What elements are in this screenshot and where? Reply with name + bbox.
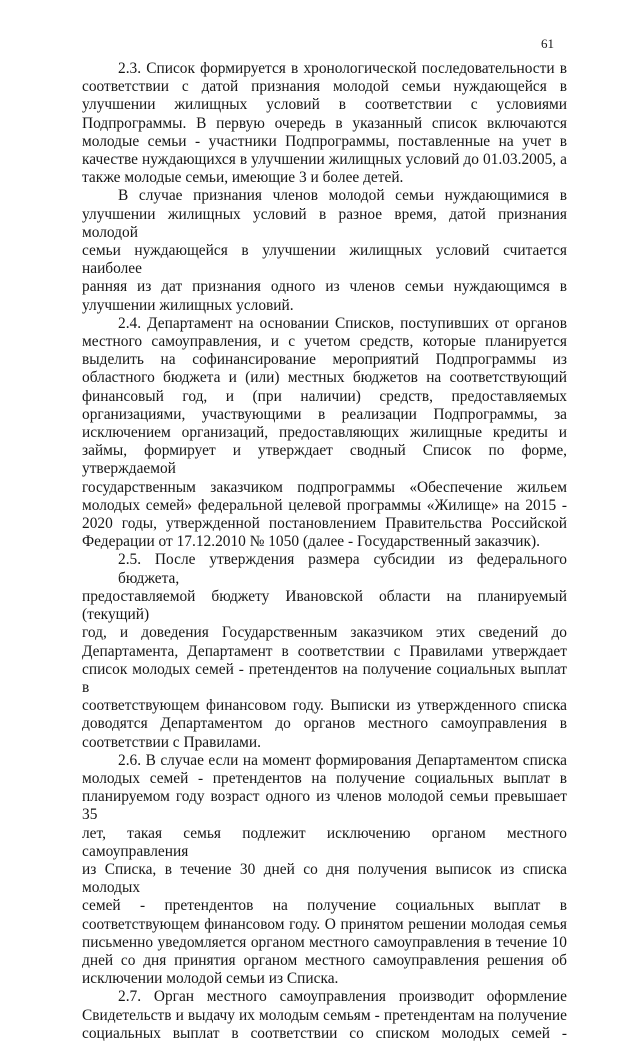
text-line: организациями, участвующими в реализации Подпрограммы, за <box>82 405 567 423</box>
text-line: семей - претендентов на получение социальных выплат в <box>82 897 567 915</box>
text-line: Подпрограммы. В первую очередь в указанный список включаются <box>82 114 567 132</box>
text-line: соответствии с датой признания молодой семьи нуждающейся в <box>82 78 567 96</box>
text-line: 2.6. В случае если на момент формирования Департаментом списка <box>118 751 567 769</box>
text-line: 2.4. Департамент на основании Списков, поступивших от органов <box>118 314 567 332</box>
text-line: письменно уведомляется органом местного самоуправления в течение 10 <box>82 933 567 951</box>
text-line: качестве нуждающихся в улучшении жилищных условий до 01.03.2005, а <box>82 151 567 169</box>
paragraph-2-3 <box>82 60 567 187</box>
text-line: также молодые семьи, имеющие 3 и более детей. <box>82 169 404 187</box>
text-line: год, и доведения Государственным заказчиком этих сведений до <box>82 624 567 642</box>
text-line: социальных выплат в соответствии со списком молодых семей - <box>82 1024 567 1042</box>
page-number: 61 <box>541 36 554 51</box>
paragraph-2-3-continued <box>82 187 567 314</box>
text-line: ранняя из дат признания одного из членов семьи нуждающимся в <box>82 278 567 296</box>
text-line: областного бюджета и (или) местных бюджетов на соответствующий <box>82 369 567 387</box>
text-line: 2.5. После утверждения размера субсидии из федерального бюджета, <box>118 551 567 587</box>
text-line: исключением организаций, предоставляющих жилищные кредиты и <box>82 424 567 442</box>
text-line: соответствующем финансовом году. Выписки из утвержденного списка <box>82 697 567 715</box>
text-line: займы, формирует и утверждает сводный Список по форме, утверждаемой <box>82 442 567 478</box>
text-line: 2.7. Орган местного самоуправления производит оформление <box>118 988 567 1006</box>
text-line: улучшении жилищных условий в разное время, датой признания молодой <box>82 205 567 241</box>
text-line: молодых семей» федеральной целевой программы «Жилище» на 2015 - <box>82 496 567 514</box>
text-line: В случае признания членов молодой семьи нуждающимися в <box>118 187 567 205</box>
text-line: Департамента, Департамент в соответствии с Правилами утверждает <box>82 642 567 660</box>
text-line: финансовый год, и (при наличии) средств, предоставляемых <box>82 387 567 405</box>
paragraph-2-6 <box>82 752 567 989</box>
text-line: доводятся Департаментом до органов местного самоуправления в <box>82 715 567 733</box>
text-line: Свидетельств и выдачу их молодым семьям - претендентам на получение <box>82 1006 567 1024</box>
text-line: список молодых семей - претендентов на получение социальных выплат в <box>82 660 567 696</box>
text-line: улучшении жилищных условий в соответствии с условиями <box>82 96 567 114</box>
text-line: планируемом году возраст одного из членов молодой семьи превышает 35 <box>82 788 567 824</box>
text-line: семьи нуждающейся в улучшении жилищных условий считается наиболее <box>82 242 567 278</box>
text-line: государственным заказчиком подпрограммы «Обеспечение жильем <box>82 478 567 496</box>
text-line: улучшении жилищных условий. <box>82 296 294 314</box>
text-line: дней со дня принятия органом местного самоуправления решения об <box>82 951 567 969</box>
text-line: соответствии с Правилами. <box>82 733 261 751</box>
text-line: 2020 годы, утвержденной постановлением Правительства Российской <box>82 515 567 533</box>
text-line: соответствующем финансовом году. О принятом решении молодая семья <box>82 915 567 933</box>
paragraph-2-7 <box>82 988 567 1043</box>
text-line: выделить на софинансирование мероприятий Подпрограммы из <box>82 351 567 369</box>
text-line: Федерации от 17.12.2010 № 1050 (далее - Государственный заказчик). <box>82 533 540 551</box>
text-line: 2.3. Список формируется в хронологической последовательности в <box>118 60 567 77</box>
text-line: лет, такая семья подлежит исключению органом местного самоуправления <box>82 824 567 860</box>
text-line: местного самоуправления, и с учетом средств, которые планируется <box>82 333 567 351</box>
text-line: предоставляемой бюджету Ивановской области на планируемый (текущий) <box>82 587 567 624</box>
paragraph-2-5 <box>82 551 567 751</box>
text-line: исключении молодой семьи из Списка. <box>82 970 339 988</box>
text-line: из Списка, в течение 30 дней со дня получения выписок из списка молодых <box>82 860 567 897</box>
text-line: молодые семьи - участники Подпрограммы, поставленные на учет в <box>82 132 567 150</box>
paragraph-2-4 <box>82 315 567 552</box>
document-body <box>82 60 567 1043</box>
text-line: молодых семей - претендентов на получение социальных выплат в <box>82 769 567 787</box>
